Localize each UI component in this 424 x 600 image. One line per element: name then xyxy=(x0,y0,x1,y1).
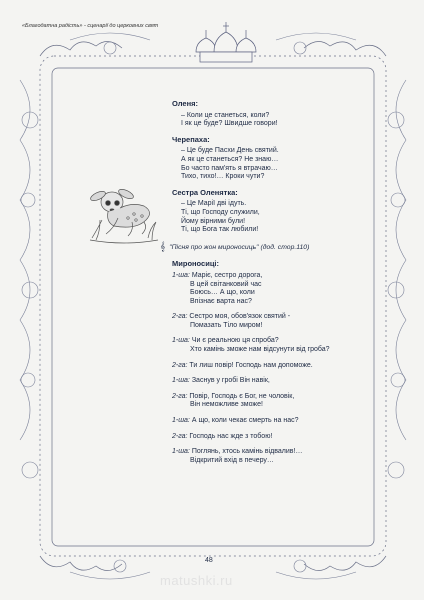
line: Тихо, тихо!… Кроки чути? xyxy=(181,173,265,181)
speaker-label: 2-га: xyxy=(172,432,188,440)
line: Хто камінь зможе нам відсунути від гроба? xyxy=(190,346,330,354)
page-number: 48 xyxy=(205,557,213,564)
line: Помазать Тіло миром! xyxy=(190,321,263,329)
speaker-label: 1-ша: xyxy=(172,448,190,456)
line: Бо часто пам'ять я втрачаю… xyxy=(181,164,278,172)
speaker-heading: Оленя: xyxy=(172,99,198,108)
verse-olenya xyxy=(172,100,372,129)
line: Повір, Господь є Бог, не чоловік, xyxy=(189,392,295,400)
exchange xyxy=(172,377,372,386)
speaker-label: 2-га: xyxy=(172,361,188,369)
line: Відкритий вхід в печеру… xyxy=(190,456,274,464)
exchange xyxy=(172,417,372,426)
line: Чи є реальною ця спроба? xyxy=(191,337,279,345)
exchange xyxy=(172,313,372,330)
song-title: "Пісня про жон мироносиць" xyxy=(169,243,259,251)
line: В цей світанковий час xyxy=(190,280,262,288)
exchange xyxy=(172,433,372,442)
speaker-label: 2-га: xyxy=(172,392,188,400)
line: Господь нас жде з тобою! xyxy=(189,432,273,440)
exchange xyxy=(172,393,372,410)
music-note-icon: 𝄞 xyxy=(160,240,166,251)
line: Впізнає варта нас? xyxy=(190,297,252,305)
line: Заснув у гробі Він навік, xyxy=(191,377,270,385)
song-reference xyxy=(160,242,372,253)
line: – Це буде Пасхи День святий. xyxy=(181,147,279,155)
speaker-heading: Черепаха: xyxy=(172,134,210,144)
exchange xyxy=(172,337,372,354)
running-header: «Благодатна радість» - сценарії до церковних свят xyxy=(22,23,159,29)
line: – Коли це станеться, коли? xyxy=(181,111,270,119)
exchange xyxy=(172,272,372,306)
speaker-label: 1-ша: xyxy=(172,377,190,385)
line: Він неможливе зможе! xyxy=(190,401,263,409)
watermark: matushki.ru xyxy=(160,573,233,588)
line: Сестро моя, обов'язок святий - xyxy=(189,313,291,321)
line: Маріє, сестро дорога, xyxy=(191,271,263,279)
line: А що, коли чекає смерть на нас? xyxy=(191,417,299,425)
line: А як це станеться? Не знаю… xyxy=(181,155,279,163)
verse-cherepakha xyxy=(172,136,372,182)
line: – Це Марії дві ідуть. xyxy=(181,200,247,208)
exchange xyxy=(172,362,372,371)
line: Ті, що Бога так любили! xyxy=(181,226,259,234)
speaker-label: 2-га: xyxy=(172,313,188,321)
speaker-heading: Мироносиці: xyxy=(172,259,220,269)
line: Йому вірними були! xyxy=(181,217,246,225)
line: І як це буде? Швидше говори! xyxy=(181,120,278,128)
speaker-label: 1-ша: xyxy=(172,417,190,425)
line: Ті, що Господу служили, xyxy=(181,208,260,216)
speaker-label: 1-ша: xyxy=(172,271,190,279)
verse-sestra xyxy=(172,189,372,235)
speaker-heading: Сестра Оленятка: xyxy=(172,187,238,197)
line: Боюсь… А що, коли xyxy=(190,289,255,297)
line: Поглянь, хтось камінь відвалив!… xyxy=(191,448,303,456)
speaker-label: 1-ша: xyxy=(172,337,190,345)
line: Ти лиш повір! Господь нам допоможе. xyxy=(189,361,313,369)
script-text xyxy=(160,99,372,472)
song-page-ref: (дод. стор.110) xyxy=(260,243,310,251)
fawn-illustration xyxy=(88,178,160,264)
exchange xyxy=(172,448,372,465)
